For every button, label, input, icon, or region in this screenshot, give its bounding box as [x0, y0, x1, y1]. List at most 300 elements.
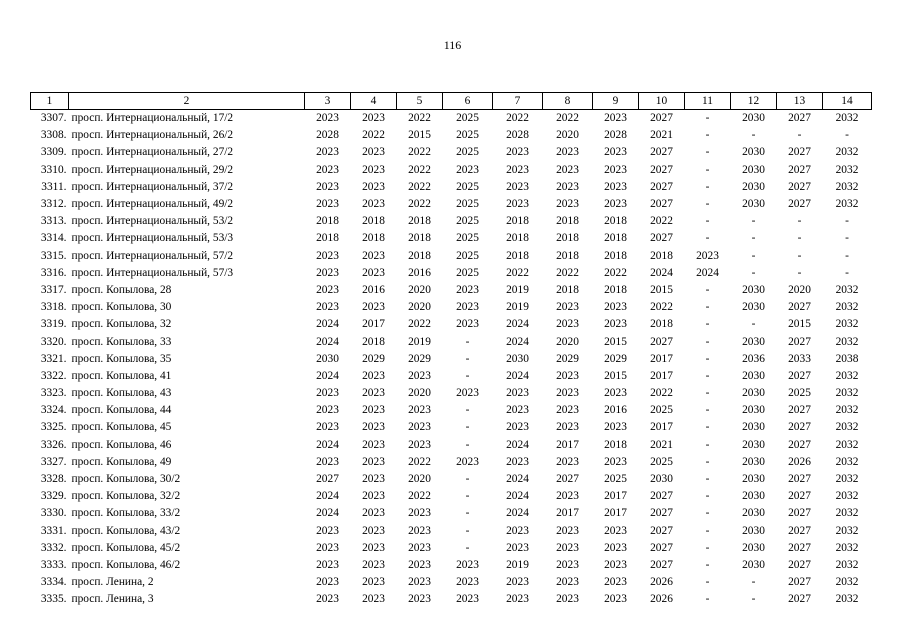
year-cell: - [465, 473, 470, 486]
year-cell: 2023 [506, 146, 529, 159]
year-cell: - [797, 232, 802, 245]
year-cell: 2027 [650, 541, 673, 554]
year-cell: 2032 [835, 369, 859, 382]
year-cell: 2020 [556, 129, 579, 142]
table-row [31, 523, 872, 540]
year-cell: 2023 [506, 163, 529, 176]
row-number: 3330. [40, 507, 67, 520]
row-number: 3318. [40, 301, 67, 314]
year-cell: - [705, 198, 710, 211]
year-cell: 2024 [506, 490, 529, 503]
year-cell: 2027 [788, 558, 811, 571]
year-cell: 2023 [604, 146, 627, 159]
year-cell: 2023 [316, 558, 339, 571]
year-cell: 2023 [506, 576, 529, 589]
year-cell: 2022 [408, 163, 431, 176]
year-cell: - [705, 112, 710, 125]
year-cell: 2032 [835, 112, 859, 125]
year-cell: 2030 [742, 335, 765, 348]
year-cell: 2019 [506, 301, 529, 314]
column-header: 13 [777, 93, 823, 110]
year-cell: - [465, 404, 470, 417]
year-cell: 2025 [456, 232, 479, 245]
year-cell: 2023 [506, 198, 529, 211]
year-cell: 2030 [742, 524, 765, 537]
table-row [31, 162, 872, 179]
year-cell: 2023 [604, 387, 627, 400]
year-cell: - [797, 129, 802, 142]
year-cell: 2018 [556, 215, 579, 228]
year-cell: 2023 [316, 146, 339, 159]
year-cell: 2036 [742, 352, 765, 365]
address-cell: просп. Интернациональный, 27/2 [71, 146, 234, 159]
year-cell: 2018 [556, 283, 579, 296]
year-cell: 2022 [604, 266, 627, 279]
year-cell: 2026 [788, 455, 811, 468]
address-cell: просп. Копылова, 33 [71, 335, 172, 348]
column-header: 3 [305, 93, 351, 110]
year-cell: 2023 [556, 541, 579, 554]
address-cell: просп. Интернациональный, 57/3 [71, 266, 234, 279]
year-cell: 2030 [742, 490, 765, 503]
year-cell: 2023 [408, 421, 431, 434]
year-cell: - [705, 232, 710, 245]
column-header: 2 [69, 93, 305, 110]
year-cell: 2023 [362, 490, 385, 503]
year-cell: 2023 [362, 593, 385, 606]
year-cell: - [705, 352, 710, 365]
year-cell: 2025 [456, 198, 479, 211]
row-number: 3332. [40, 541, 67, 554]
year-cell: 2023 [316, 455, 339, 468]
year-cell: - [705, 369, 710, 382]
table-row [31, 540, 872, 557]
address-cell: просп. Копылова, 32/2 [71, 490, 181, 503]
year-cell: 2023 [316, 421, 339, 434]
year-cell: 2023 [506, 593, 529, 606]
address-cell: просп. Интернациональный, 53/3 [71, 232, 234, 245]
year-cell: 2023 [316, 266, 339, 279]
year-cell: 2023 [456, 576, 479, 589]
address-cell: просп. Копылова, 32 [71, 318, 172, 331]
year-cell: 2030 [316, 352, 339, 365]
year-cell: 2024 [506, 438, 529, 451]
year-cell: 2024 [506, 335, 529, 348]
row-number: 3328. [40, 473, 67, 486]
year-cell: - [705, 438, 710, 451]
year-cell: 2030 [742, 112, 765, 125]
year-cell: 2032 [835, 301, 859, 314]
year-cell: - [797, 215, 802, 228]
year-cell: 2023 [316, 524, 339, 537]
year-cell: 2015 [408, 129, 431, 142]
year-cell: 2032 [835, 146, 859, 159]
year-cell: - [705, 163, 710, 176]
year-cell: 2025 [788, 387, 811, 400]
address-cell: просп. Копылова, 35 [71, 352, 172, 365]
year-cell: 2023 [556, 593, 579, 606]
year-cell: 2032 [835, 558, 859, 571]
row-number: 3307. [40, 112, 67, 125]
year-cell: 2023 [362, 146, 385, 159]
year-cell: 2027 [788, 473, 811, 486]
year-cell: 2030 [742, 507, 765, 520]
year-cell: 2018 [650, 249, 673, 262]
year-cell: - [751, 249, 756, 262]
year-cell: 2030 [506, 352, 529, 365]
year-cell: 2018 [362, 232, 385, 245]
year-cell: 2018 [604, 215, 627, 228]
year-cell: - [797, 249, 802, 262]
year-cell: - [705, 524, 710, 537]
year-cell: 2023 [604, 524, 627, 537]
year-cell: 2023 [556, 490, 579, 503]
row-number: 3314. [40, 232, 67, 245]
year-cell: 2023 [604, 455, 627, 468]
year-cell: 2020 [408, 283, 431, 296]
year-cell: 2023 [456, 318, 479, 331]
table-row [31, 248, 872, 265]
year-cell: - [465, 369, 470, 382]
year-cell: 2018 [408, 215, 431, 228]
year-cell: 2023 [362, 558, 385, 571]
year-cell: 2025 [456, 146, 479, 159]
table-row [31, 144, 872, 161]
address-cell: просп. Копылова, 43/2 [71, 524, 181, 537]
year-cell: 2015 [650, 283, 673, 296]
year-cell: 2032 [835, 438, 859, 451]
year-cell: - [751, 215, 756, 228]
year-cell: 2023 [506, 541, 529, 554]
year-cell: - [705, 318, 710, 331]
year-cell: 2015 [604, 335, 627, 348]
year-cell: - [465, 438, 470, 451]
year-cell: 2030 [742, 455, 765, 468]
year-cell: 2018 [316, 215, 339, 228]
year-cell: 2029 [556, 352, 579, 365]
year-cell: 2032 [835, 335, 859, 348]
page-number: 116 [443, 38, 462, 52]
year-cell: 2027 [788, 524, 811, 537]
year-cell: 2030 [742, 387, 765, 400]
year-cell: 2022 [408, 318, 431, 331]
year-cell: 2017 [650, 369, 673, 382]
year-cell: 2023 [506, 455, 529, 468]
year-cell: 2023 [408, 576, 431, 589]
table-body [31, 110, 872, 609]
row-number: 3312. [40, 198, 67, 211]
row-number: 3334. [40, 576, 67, 589]
year-cell: 2024 [696, 266, 719, 279]
row-number: 3331. [40, 524, 67, 537]
year-cell: 2024 [506, 473, 529, 486]
year-cell: - [751, 318, 756, 331]
year-cell: 2025 [604, 473, 627, 486]
year-cell: - [705, 490, 710, 503]
table-row [31, 368, 872, 385]
year-cell: 2032 [835, 318, 859, 331]
table-row [31, 591, 872, 608]
year-cell: 2032 [835, 421, 859, 434]
year-cell: 2023 [506, 387, 529, 400]
table-row [31, 110, 872, 128]
year-cell: 2018 [362, 335, 385, 348]
address-cell: просп. Интернациональный, 53/2 [71, 215, 234, 228]
year-cell: 2023 [456, 301, 479, 314]
year-cell: 2024 [316, 335, 339, 348]
year-cell: 2023 [456, 455, 479, 468]
year-cell: 2017 [556, 507, 579, 520]
year-cell: 2027 [788, 490, 811, 503]
year-cell: 2018 [408, 232, 431, 245]
row-number: 3311. [41, 180, 67, 193]
year-cell: 2030 [742, 180, 765, 193]
year-cell: 2027 [788, 541, 811, 554]
year-cell: 2023 [456, 593, 479, 606]
table-row [31, 179, 872, 196]
year-cell: 2030 [742, 558, 765, 571]
year-cell: 2027 [316, 473, 339, 486]
year-cell: 2023 [362, 112, 385, 125]
year-cell: 2018 [556, 232, 579, 245]
year-cell: 2023 [362, 198, 385, 211]
year-cell: 2018 [362, 215, 385, 228]
year-cell: 2023 [362, 507, 385, 520]
address-cell: просп. Интернациональный, 17/2 [71, 112, 234, 125]
column-header: 6 [443, 93, 493, 110]
year-cell: 2023 [604, 163, 627, 176]
year-cell: 2023 [362, 576, 385, 589]
year-cell: - [465, 524, 470, 537]
year-cell: 2030 [742, 146, 765, 159]
year-cell: 2022 [650, 215, 673, 228]
year-cell: 2023 [506, 180, 529, 193]
year-cell: - [465, 352, 470, 365]
column-header: 11 [685, 93, 731, 110]
column-header: 10 [639, 93, 685, 110]
year-cell: 2032 [835, 455, 859, 468]
year-cell: - [751, 593, 756, 606]
year-cell: 2027 [788, 112, 811, 125]
year-cell: 2027 [788, 438, 811, 451]
year-cell: 2027 [650, 232, 673, 245]
column-header: 1 [31, 93, 69, 110]
year-cell: 2032 [835, 198, 859, 211]
row-number: 3322. [40, 369, 67, 382]
year-cell: 2027 [650, 163, 673, 176]
year-cell: 2023 [362, 473, 385, 486]
year-cell: 2022 [506, 112, 529, 125]
year-cell: 2023 [556, 524, 579, 537]
year-cell: 2030 [742, 541, 765, 554]
year-cell: 2022 [362, 129, 385, 142]
year-cell: 2022 [506, 266, 529, 279]
year-cell: 2024 [506, 369, 529, 382]
year-cell: 2023 [556, 198, 579, 211]
year-cell: 2023 [316, 249, 339, 262]
year-cell: 2027 [788, 146, 811, 159]
address-cell: просп. Копылова, 43 [71, 387, 172, 400]
year-cell: 2025 [456, 129, 479, 142]
year-cell: 2027 [788, 404, 811, 417]
year-cell: 2023 [362, 180, 385, 193]
year-cell: 2018 [506, 232, 529, 245]
year-cell: 2027 [650, 524, 673, 537]
year-cell: 2023 [456, 387, 479, 400]
year-cell: 2026 [650, 576, 673, 589]
year-cell: 2023 [362, 404, 385, 417]
year-cell: - [705, 455, 710, 468]
year-cell: 2030 [650, 473, 673, 486]
year-cell: 2019 [506, 283, 529, 296]
year-cell: 2023 [362, 369, 385, 382]
year-cell: 2022 [408, 198, 431, 211]
row-number: 3320. [40, 335, 67, 348]
year-cell: 2023 [556, 387, 579, 400]
year-cell: - [705, 507, 710, 520]
year-cell: 2032 [835, 490, 859, 503]
year-cell: 2029 [362, 352, 385, 365]
year-cell: 2023 [506, 404, 529, 417]
year-cell: 2015 [604, 369, 627, 382]
year-cell: 2024 [316, 490, 339, 503]
table-row [31, 265, 872, 282]
year-cell: 2027 [788, 421, 811, 434]
year-cell: - [705, 404, 710, 417]
year-cell: 2028 [506, 129, 529, 142]
year-cell: 2022 [408, 455, 431, 468]
year-cell: 2018 [556, 249, 579, 262]
year-cell: - [705, 129, 710, 142]
year-cell: 2032 [835, 404, 859, 417]
table-row [31, 230, 872, 247]
year-cell: 2027 [650, 180, 673, 193]
year-cell: - [705, 335, 710, 348]
row-number: 3325. [40, 421, 67, 434]
year-cell: - [845, 232, 849, 245]
year-cell: 2022 [408, 180, 431, 193]
year-cell: 2024 [650, 266, 673, 279]
year-cell: - [465, 335, 470, 348]
address-cell: просп. Ленина, 3 [71, 593, 154, 606]
year-cell: 2023 [408, 593, 431, 606]
address-cell: просп. Интернациональный, 49/2 [71, 198, 234, 211]
year-cell: 2018 [604, 438, 627, 451]
row-number: 3333. [40, 558, 67, 571]
year-cell: 2025 [650, 455, 673, 468]
year-cell: 2021 [650, 438, 673, 451]
year-cell: 2023 [316, 301, 339, 314]
year-cell: 2023 [408, 404, 431, 417]
table-row [31, 127, 872, 144]
address-cell: просп. Копылова, 30 [71, 301, 172, 314]
header-row [31, 93, 872, 110]
year-cell: 2025 [650, 404, 673, 417]
year-cell: - [705, 215, 710, 228]
year-cell: - [845, 215, 849, 228]
year-cell: - [845, 266, 849, 279]
year-cell: 2023 [604, 421, 627, 434]
year-cell: 2030 [742, 438, 765, 451]
year-cell: - [705, 387, 710, 400]
year-cell: 2023 [362, 266, 385, 279]
table-row [31, 488, 872, 505]
year-cell: - [705, 421, 710, 434]
year-cell: 2023 [506, 421, 529, 434]
year-cell: 2023 [316, 593, 339, 606]
year-cell: 2030 [742, 404, 765, 417]
column-header: 12 [731, 93, 777, 110]
year-cell: 2023 [604, 593, 627, 606]
year-cell: 2023 [556, 421, 579, 434]
row-number: 3310. [40, 163, 67, 176]
year-cell: 2030 [742, 198, 765, 211]
year-cell: 2023 [456, 558, 479, 571]
year-cell: - [465, 541, 470, 554]
year-cell: 2023 [408, 507, 431, 520]
year-cell: 2025 [456, 112, 479, 125]
year-cell: 2030 [742, 473, 765, 486]
year-cell: 2023 [408, 438, 431, 451]
year-cell: 2029 [408, 352, 431, 365]
year-cell: 2023 [362, 524, 385, 537]
table-row [31, 351, 872, 368]
year-cell: 2023 [316, 198, 339, 211]
year-cell: 2023 [696, 249, 719, 262]
year-cell: 2032 [835, 507, 859, 520]
year-cell: 2027 [788, 301, 811, 314]
address-cell: просп. Интернациональный, 57/2 [71, 249, 234, 262]
year-cell: 2018 [604, 283, 627, 296]
year-cell: 2023 [408, 541, 431, 554]
year-cell: 2022 [408, 146, 431, 159]
schedule-table [30, 92, 872, 608]
year-cell: 2032 [835, 180, 859, 193]
year-cell: 2027 [788, 198, 811, 211]
row-number: 3309. [40, 146, 67, 159]
year-cell: - [465, 490, 470, 503]
year-cell: 2017 [650, 421, 673, 434]
year-cell: 2022 [556, 112, 579, 125]
row-number: 3327. [40, 455, 67, 468]
year-cell: 2023 [316, 404, 339, 417]
table-row [31, 196, 872, 213]
year-cell: 2027 [650, 507, 673, 520]
year-cell: 2020 [556, 335, 579, 348]
address-cell: просп. Копылова, 41 [71, 369, 172, 382]
year-cell: 2018 [604, 249, 627, 262]
year-cell: 2023 [556, 576, 579, 589]
year-cell: 2016 [604, 404, 627, 417]
year-cell: 2032 [835, 524, 859, 537]
address-cell: просп. Интернациональный, 37/2 [71, 180, 234, 193]
year-cell: 2018 [506, 249, 529, 262]
year-cell: 2017 [556, 438, 579, 451]
address-cell: просп. Копылова, 45 [71, 421, 172, 434]
year-cell: 2027 [788, 180, 811, 193]
year-cell: 2023 [408, 524, 431, 537]
year-cell: 2027 [650, 558, 673, 571]
table-row [31, 419, 872, 436]
year-cell: - [705, 301, 710, 314]
year-cell: 2023 [604, 558, 627, 571]
year-cell: 2023 [362, 438, 385, 451]
year-cell: - [705, 146, 710, 159]
row-number: 3321. [40, 352, 67, 365]
year-cell: 2024 [316, 318, 339, 331]
year-cell: 2023 [556, 301, 579, 314]
row-number: 3313. [40, 215, 67, 228]
